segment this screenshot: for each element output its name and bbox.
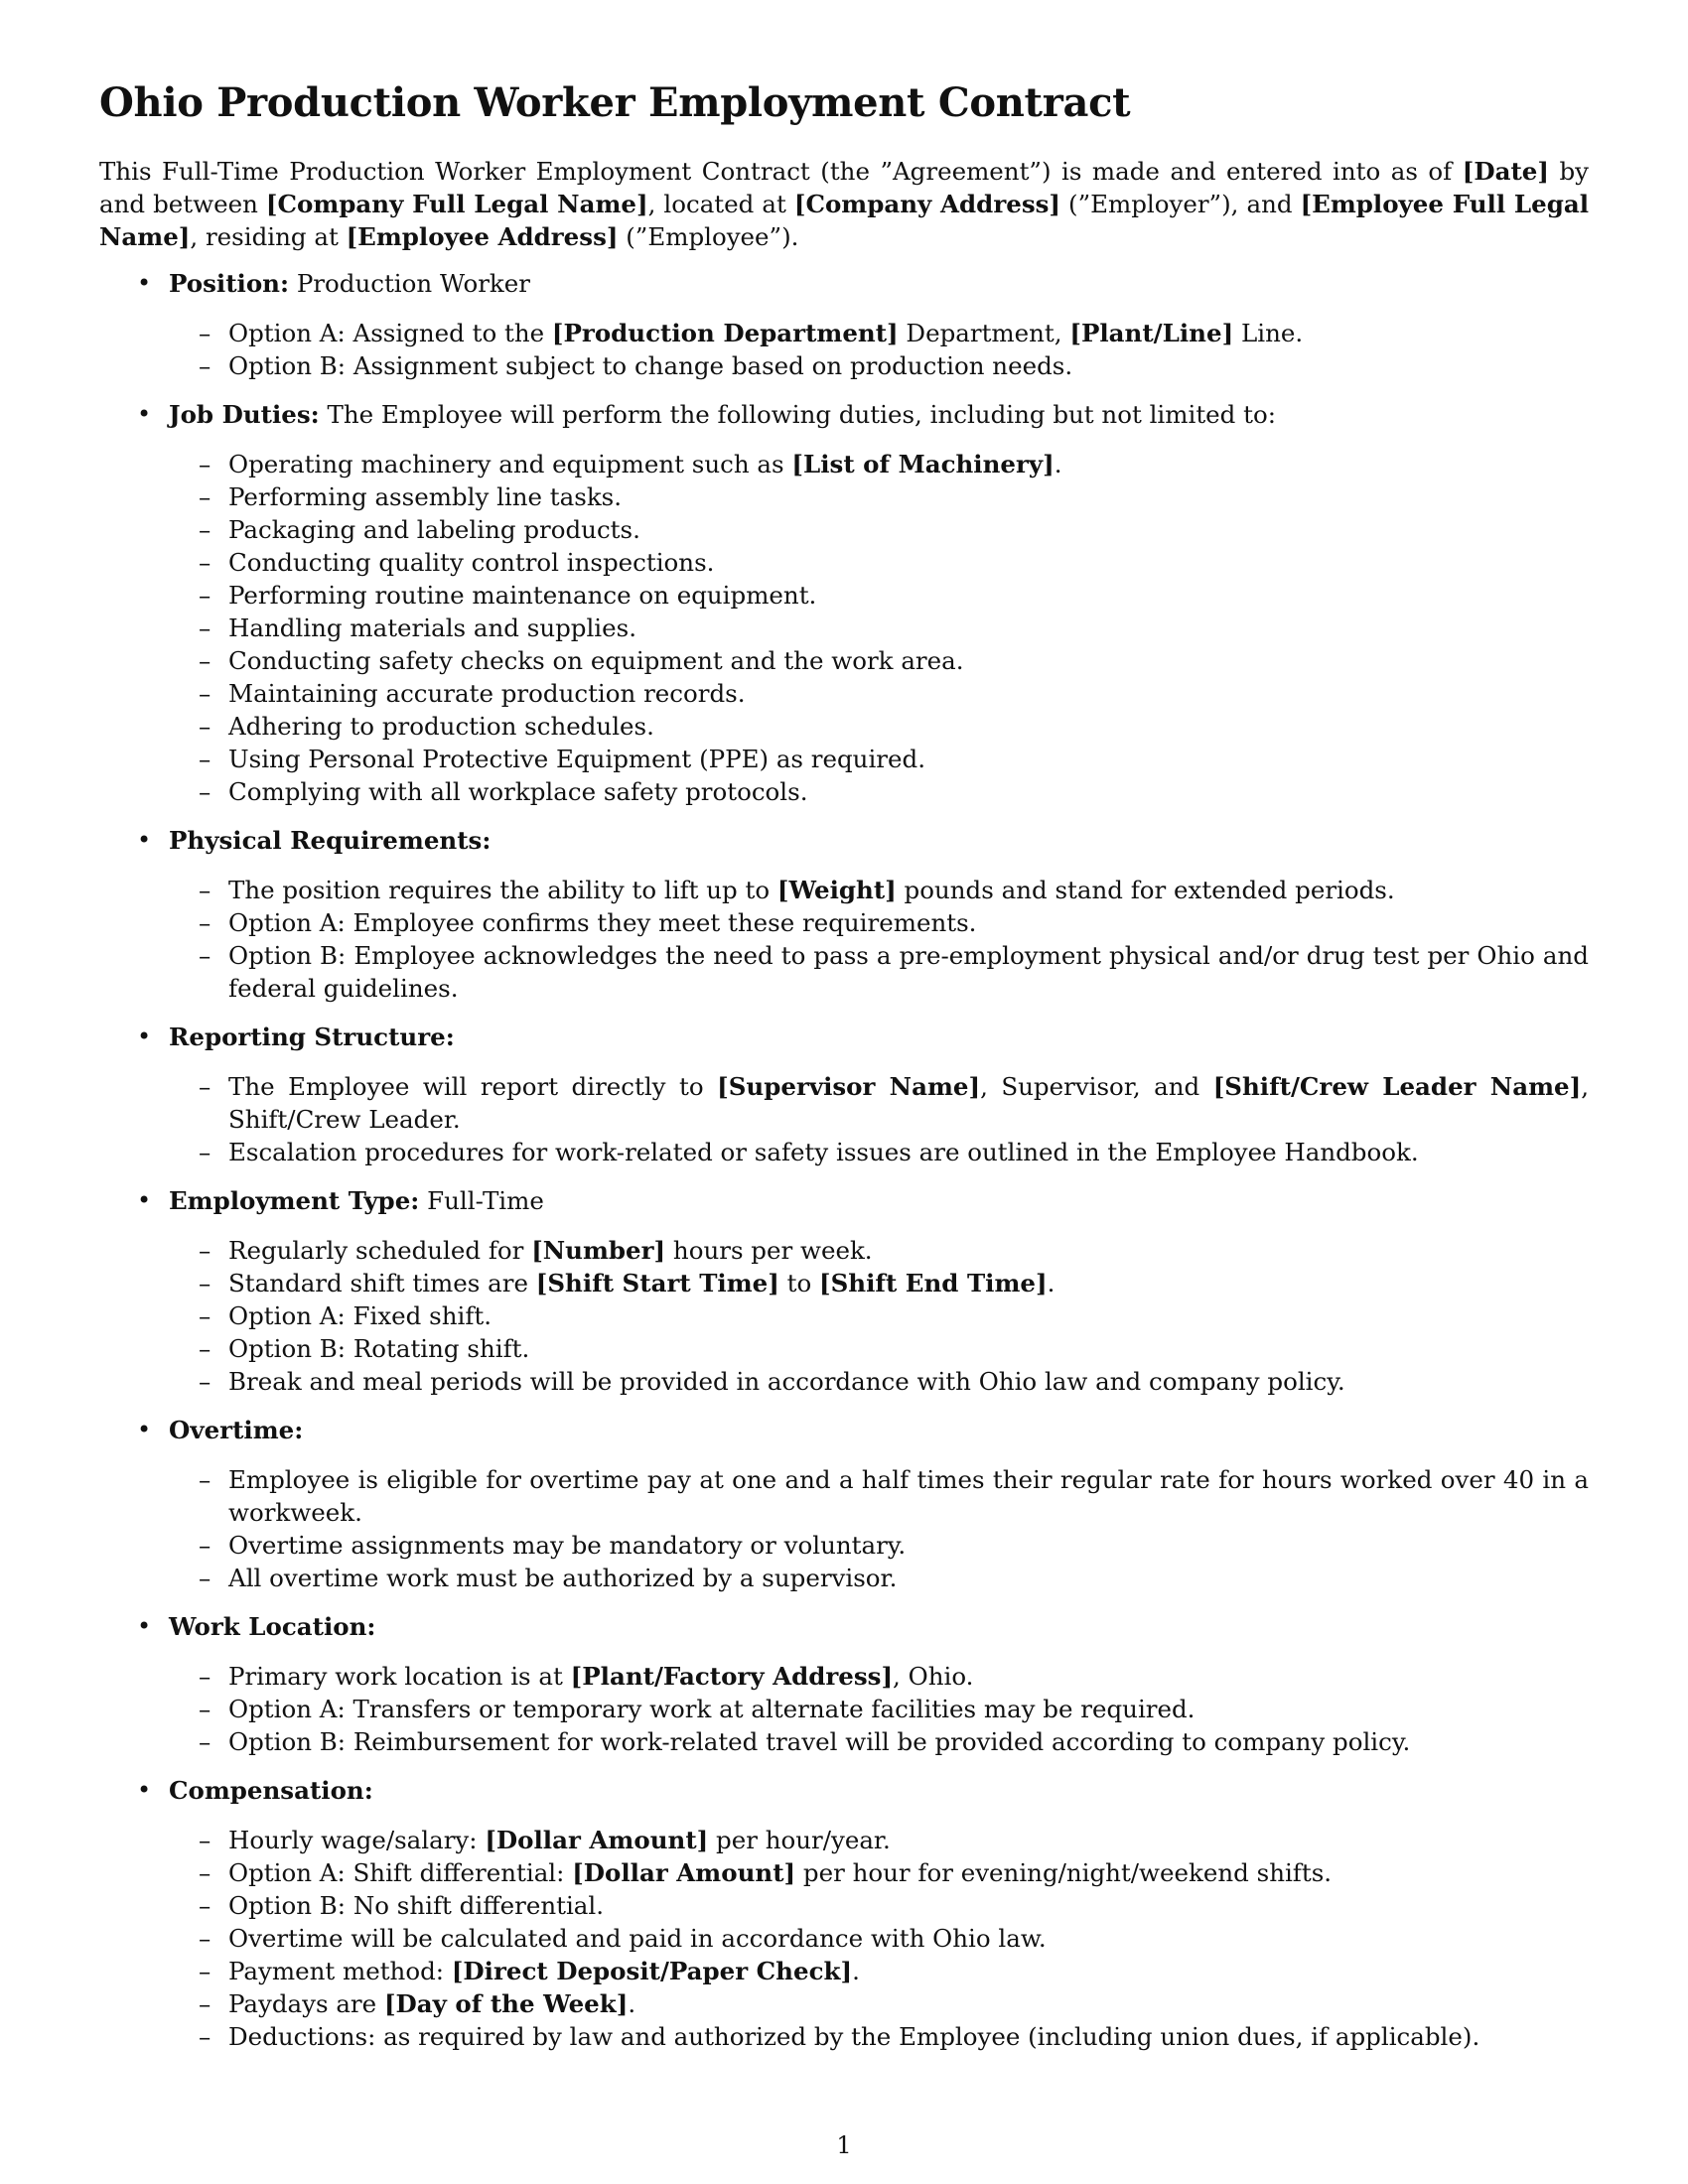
list-item xyxy=(169,1824,1589,1856)
list-item xyxy=(169,743,1589,775)
placeholder-field: [Date] xyxy=(1462,157,1549,186)
section-item xyxy=(99,1021,1589,1168)
section-heading-line xyxy=(169,1184,1589,1217)
list-item xyxy=(169,317,1589,349)
placeholder-field: [Employee Address] xyxy=(346,222,619,251)
text-run: pounds and stand for extended periods. xyxy=(896,876,1395,904)
text-run: per hour/year. xyxy=(708,1826,891,1854)
section-heading-line xyxy=(169,1610,1589,1643)
text-run: Performing assembly line tasks. xyxy=(228,482,623,511)
section-text: Production Worker xyxy=(289,269,530,298)
text-run: Operating machinery and equipment such as xyxy=(228,450,792,478)
text-run: Hourly wage/salary: xyxy=(228,1826,486,1854)
list-item xyxy=(169,775,1589,808)
text-run: , residing at xyxy=(190,222,347,251)
placeholder-field: [Supervisor Name] xyxy=(717,1072,981,1101)
placeholder-field: [Dollar Amount] xyxy=(572,1858,796,1887)
section-item xyxy=(99,398,1589,808)
list-item xyxy=(169,1562,1589,1594)
text-run: Option A: Shift differential: xyxy=(228,1858,573,1887)
text-run: Option A: Transfers or temporary work at alternate facilities may be required. xyxy=(228,1695,1196,1723)
text-run: Handling materials and supplies. xyxy=(228,614,636,642)
text-run: . xyxy=(1054,450,1062,478)
list-item xyxy=(169,1234,1589,1267)
text-run: Complying with all workplace safety protocols. xyxy=(228,777,808,806)
section-item xyxy=(99,1610,1589,1758)
section-heading-line xyxy=(169,398,1589,431)
list-item xyxy=(169,906,1589,939)
section-text: Full-Time xyxy=(419,1186,544,1215)
text-run: Adhering to production schedules. xyxy=(228,712,654,741)
list-item xyxy=(169,1070,1589,1136)
text-run: Using Personal Protective Equipment (PPE) as required. xyxy=(228,745,925,773)
page-number: 1 xyxy=(836,2131,852,2159)
section-heading-line xyxy=(169,824,1589,857)
list-item xyxy=(169,939,1589,1005)
placeholder-field: [Plant/Factory Address] xyxy=(570,1662,894,1691)
text-run: Conducting safety checks on equipment and the work area. xyxy=(228,646,964,675)
section-heading: Employment Type: xyxy=(169,1186,420,1215)
document-title: Ohio Production Worker Employment Contract xyxy=(99,79,1131,126)
placeholder-field: [Shift Start Time] xyxy=(535,1269,779,1297)
placeholder-field: [Dollar Amount] xyxy=(485,1826,709,1854)
text-run: (”Employee”). xyxy=(618,222,799,251)
section-heading: Work Location: xyxy=(169,1612,376,1641)
text-run: , Ohio. xyxy=(893,1662,974,1691)
list-item xyxy=(169,1136,1589,1168)
list-item xyxy=(169,1889,1589,1922)
section-subitems xyxy=(169,1660,1589,1758)
text-run: Overtime will be calculated and paid in accordance with Ohio law. xyxy=(228,1924,1047,1953)
section-subitems xyxy=(169,317,1589,382)
section-heading: Reporting Structure: xyxy=(169,1023,455,1051)
text-run: Regularly scheduled for xyxy=(228,1236,532,1265)
list-item xyxy=(169,1725,1589,1758)
section-heading-line xyxy=(169,1414,1589,1446)
placeholder-field: [List of Machinery] xyxy=(791,450,1055,478)
text-run: Option B: Reimbursement for work-related travel will be provided according to company policy. xyxy=(228,1727,1411,1756)
section-heading: Compensation: xyxy=(169,1776,373,1805)
text-run: Escalation procedures for work-related or safety issues are outlined in the Employee Handbook. xyxy=(228,1138,1419,1166)
text-run: per hour for evening/night/weekend shifts. xyxy=(795,1858,1333,1887)
section-subitems xyxy=(169,874,1589,1005)
list-item xyxy=(169,1463,1589,1529)
list-item xyxy=(169,644,1589,677)
document-page xyxy=(99,79,1589,2069)
list-item xyxy=(169,677,1589,710)
list-item xyxy=(169,1856,1589,1889)
placeholder-field: [Shift End Time] xyxy=(819,1269,1048,1297)
list-item xyxy=(169,513,1589,546)
text-run: hours per week. xyxy=(665,1236,873,1265)
text-run: Option A: Employee confirms they meet these requirements. xyxy=(228,908,977,937)
placeholder-field: [Direct Deposit/Paper Check] xyxy=(451,1957,853,1985)
list-item xyxy=(169,546,1589,579)
text-run: Line. xyxy=(1233,319,1304,347)
text-run: , Shift/Crew Leader. xyxy=(228,1072,1589,1134)
text-run: Deductions: as required by law and authorized by the Employee (including union dues, if applicable). xyxy=(228,2022,1480,2051)
section-heading: Overtime: xyxy=(169,1416,304,1444)
list-item xyxy=(169,1693,1589,1725)
list-item xyxy=(169,2020,1589,2053)
text-run: , Supervisor, and xyxy=(980,1072,1213,1101)
section-item xyxy=(99,1184,1589,1398)
text-run: Option B: Employee acknowledges the need to pass a pre-employment physical and/or drug test per Ohio and federal guidelines. xyxy=(228,941,1589,1003)
text-run: Option B: Rotating shift. xyxy=(228,1334,530,1363)
section-heading: Position: xyxy=(169,269,290,298)
list-item xyxy=(169,612,1589,644)
section-subitems xyxy=(169,1463,1589,1594)
list-item xyxy=(169,710,1589,743)
text-run: Conducting quality control inspections. xyxy=(228,548,715,577)
text-run: The position requires the ability to lift up to xyxy=(228,876,777,904)
list-item xyxy=(169,480,1589,513)
list-item xyxy=(169,349,1589,382)
list-item xyxy=(169,1660,1589,1693)
section-item xyxy=(99,267,1589,382)
list-item xyxy=(169,1529,1589,1562)
intro-paragraph xyxy=(99,155,1589,253)
text-run: . xyxy=(628,1989,636,2018)
text-run: to xyxy=(778,1269,820,1297)
section-subitems xyxy=(169,1070,1589,1168)
section-subitems xyxy=(169,448,1589,808)
text-run: All overtime work must be authorized by a supervisor. xyxy=(228,1564,898,1592)
section-list xyxy=(99,267,1589,2053)
text-run: Option B: Assignment subject to change based on production needs. xyxy=(228,351,1073,380)
placeholder-field: [Day of the Week] xyxy=(383,1989,629,2018)
text-run: Employee is eligible for overtime pay at one and a half times their regular rate for hours worked over 40 in a workweek. xyxy=(228,1465,1589,1527)
placeholder-field: [Plant/Line] xyxy=(1069,319,1234,347)
section-heading-line xyxy=(169,1021,1589,1053)
text-run: Packaging and labeling products. xyxy=(228,515,640,544)
placeholder-field: [Production Department] xyxy=(551,319,899,347)
list-item xyxy=(169,1987,1589,2020)
text-run: . xyxy=(852,1957,860,1985)
text-run: Overtime assignments may be mandatory or voluntary. xyxy=(228,1531,907,1560)
text-run: The Employee will report directly to xyxy=(228,1072,718,1101)
placeholder-field: [Weight] xyxy=(776,876,897,904)
text-run: Performing routine maintenance on equipment. xyxy=(228,581,817,610)
text-run: Break and meal periods will be provided in accordance with Ohio law and company policy. xyxy=(228,1367,1345,1396)
list-item xyxy=(169,1922,1589,1955)
list-item xyxy=(169,1365,1589,1398)
list-item xyxy=(169,874,1589,906)
placeholder-field: [Shift/Crew Leader Name] xyxy=(1212,1072,1582,1101)
text-run: Maintaining accurate production records. xyxy=(228,679,746,708)
section-item xyxy=(99,824,1589,1005)
text-run: Primary work location is at xyxy=(228,1662,571,1691)
text-run: by and between xyxy=(99,157,1589,218)
list-item xyxy=(169,1332,1589,1365)
text-run: . xyxy=(1047,1269,1055,1297)
section-heading: Job Duties: xyxy=(169,400,320,429)
section-subitems xyxy=(169,1824,1589,2053)
section-heading-line xyxy=(169,1774,1589,1807)
text-run: This Full-Time Production Worker Employment Contract (the ”Agreement”) is made and entered into as of xyxy=(99,157,1463,186)
text-run: (”Employer”), and xyxy=(1060,190,1301,218)
list-item xyxy=(169,1955,1589,1987)
placeholder-field: [Number] xyxy=(531,1236,666,1265)
section-heading: Physical Requirements: xyxy=(169,826,492,855)
placeholder-field: [Company Address] xyxy=(793,190,1060,218)
text-run: Department, xyxy=(898,319,1070,347)
text-run: Option B: No shift differential. xyxy=(228,1891,605,1920)
section-text: The Employee will perform the following duties, including but not limited to: xyxy=(319,400,1277,429)
text-run: Payment method: xyxy=(228,1957,452,1985)
text-run: , located at xyxy=(647,190,794,218)
placeholder-field: [Employee Full Legal Name] xyxy=(99,190,1590,251)
list-item xyxy=(169,1299,1589,1332)
placeholder-field: [Company Full Legal Name] xyxy=(265,190,648,218)
text-run: Option A: Assigned to the xyxy=(228,319,552,347)
text-run: Option A: Fixed shift. xyxy=(228,1301,492,1330)
section-item xyxy=(99,1774,1589,2053)
text-run: Paydays are xyxy=(228,1989,384,2018)
section-subitems xyxy=(169,1234,1589,1398)
list-item xyxy=(169,579,1589,612)
list-item xyxy=(169,1267,1589,1299)
list-item xyxy=(169,448,1589,480)
section-item xyxy=(99,1414,1589,1594)
text-run: Standard shift times are xyxy=(228,1269,536,1297)
section-heading-line xyxy=(169,267,1589,300)
